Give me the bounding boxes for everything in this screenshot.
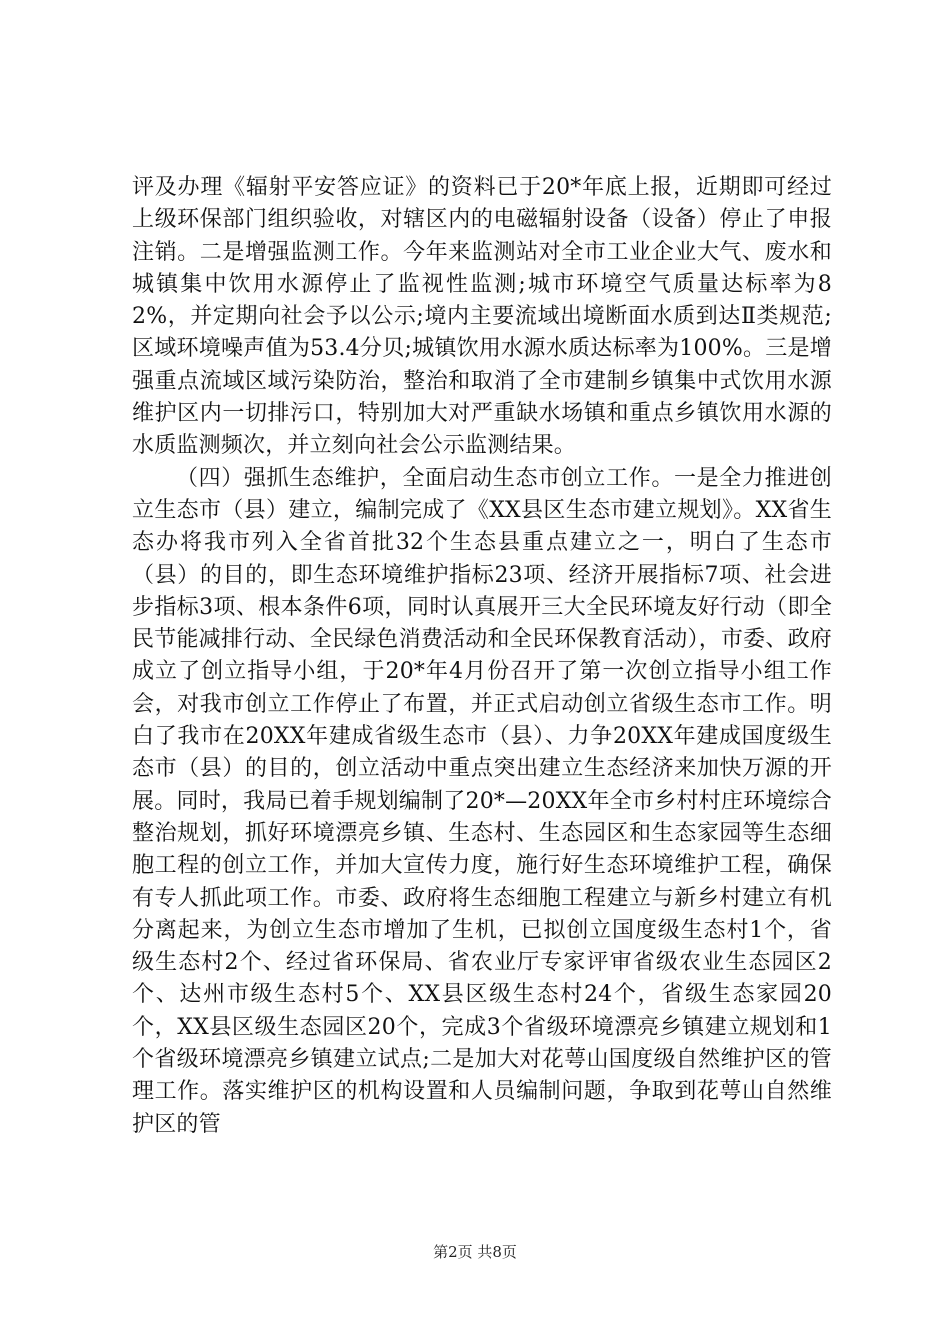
document-body: [132, 172, 832, 1141]
paragraph-continuation: 评及办理《辐射平安答应证》的资料已于20*年底上报，近期即可经过上级环保部门组织验收，对辖区内的电磁辐射设备（设备）停止了申报注销。二是增强监测工作。今年来监测站对全市工业企业大气、废水和城镇集中饮用水源停止了监视性监测;城市环境空气质量达标率为82%，并定期向社会予以公示;境内主要流域出境断面水质到达Ⅱ类规范;区域环境噪声值为53.4分贝;城镇饮用水源水质达标率为100%。三是增强重点流域区域污染防治，整治和取消了全市建制乡镇集中式饮用水源维护区内一切排污口，特别加大对严重缺水场镇和重点乡镇饮用水源的水质监测频次，并立刻向社会公示监测结果。: [132, 175, 832, 459]
paragraph-section-four: （四）强抓生态维护，全面启动生态市创立工作。一是全力推进创立生态市（县）建立，编制完成了《XX县区生态市建立规划》。XX省生态办将我市列入全省首批32个生态县重点建立之一，明白了生态市（县）的目的，即生态环境维护指标23项、经济开展指标7项、社会进步指标3项、根本条件6项，同时认真展开三大全民环境友好行动（即全民节能减排行动、全民绿色消费活动和全民环保教育活动），市委、政府成立了创立指导小组，于20*年4月份召开了第一次创立指导小组工作会，对我市创立工作停止了布置，并正式启动创立省级生态市工作。明白了我市在20XX年建成省级生态市（县）、力争20XX年建成国度级生态市（县）的目的，创立活动中重点突出建立生态经济来加快万源的开展。同时，我局已着手规划编制了20*—20XX年全市乡村村庄环境综合整治规划，抓好环境漂亮乡镇、生态村、生态园区和生态家园等生态细胞工程的创立工作，并加大宣传力度，施行好生态环境维护工程，确保有专人抓此项工作。市委、政府将生态细胞工程建立与新乡村建立有机分离起来，为创立生态市增加了生机，已拟创立国度级生态村1个，省级生态村2个、经过省环保局、省农业厅专家评审省级农业生态园区2个、达州市级生态村5个、XX县区级生态村24个，省级生态家园20个，XX县区级生态园区20个，完成3个省级环境漂亮乡镇建立规划和1个省级环境漂亮乡镇建立试点;二是加大对花萼山国度级自然维护区的管理工作。落实维护区的机构设置和人员编制问题，争取到花萼山自然维护区的管: [132, 465, 832, 1137]
page-footer: 第2页 共8页: [433, 1243, 517, 1261]
